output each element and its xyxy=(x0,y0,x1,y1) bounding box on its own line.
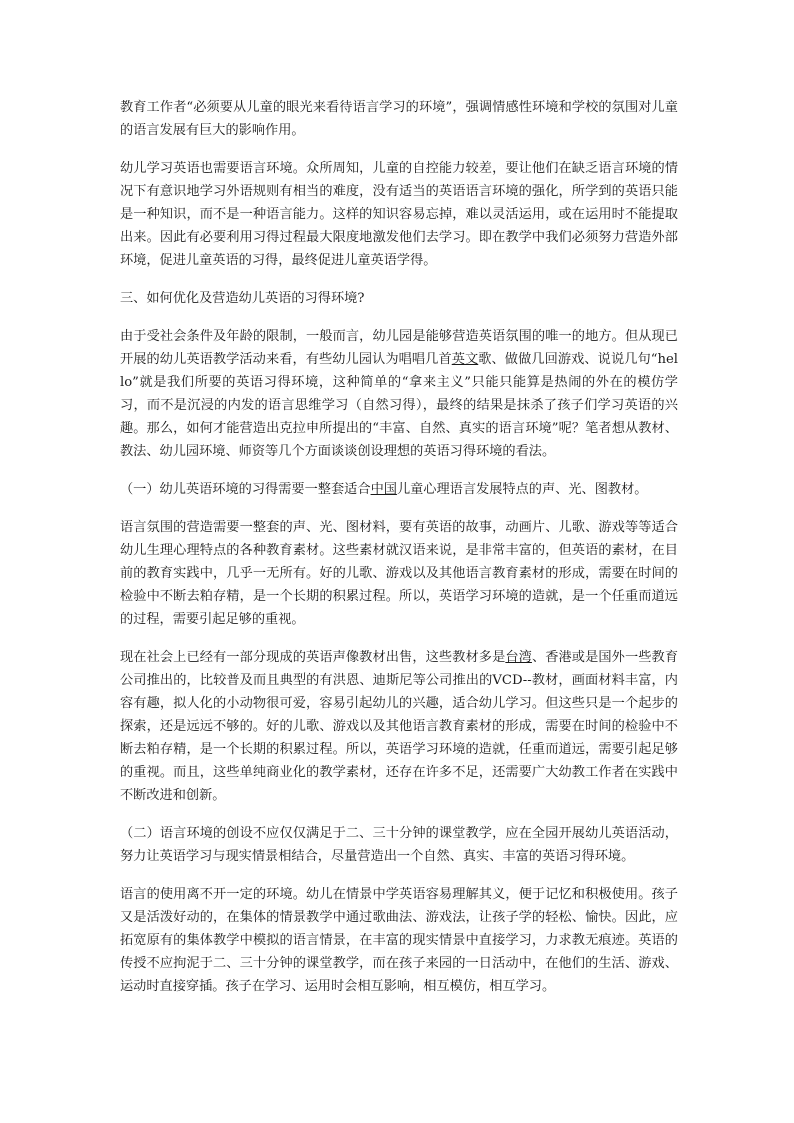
paragraph-9 xyxy=(120,883,678,998)
paragraph-text: 现在社会上已经有一部分现成的英语声像教材出售，这些教材多是 xyxy=(120,650,506,665)
paragraph-text: 由于受社会条件及年龄的限制，一般而言，幼儿园是能够营造英语氛围的唯一的地方。但从现已开展的幼儿英语教学活动来看，有些幼儿园认为唱唱几首 xyxy=(120,329,678,367)
paragraph-2 xyxy=(120,157,678,272)
paragraph-4 xyxy=(120,325,678,463)
subheading-2 xyxy=(120,822,678,868)
heading-text: 三、如何优化及营造幼儿英语的习得环境? xyxy=(120,291,365,306)
paragraph-1 xyxy=(120,96,678,142)
document-page xyxy=(120,96,678,1013)
paragraph-text: 教育工作者“必须要从儿童的眼光来看待语言学习的环境”，强调情感性环境和学校的氛围对儿童的语言发展有巨大的影响作用。 xyxy=(120,100,678,138)
heading-text: 儿童心理语言发展特点的声、光、图教材。 xyxy=(396,482,648,497)
paragraph-text: 语言的使用离不开一定的环境。幼儿在情景中学英语容易理解其义，便于记忆和积极使用。孩子又是活泼好动的，在集体的情景教学中通过歌曲法、游戏法，让孩子学的轻松、愉快。因此，应拓宽原有的集体教学中模拟的语言情景，在丰富的现实情景中直接学习，力求教无痕迹。英语的传授不应拘泥于二、三十分钟的课堂教学，而在孩子来园的一日活动中，在他们的生活、游戏、运动时直接穿插。孩子在学习、运用时会相互影响，相互模仿，相互学习。 xyxy=(120,887,678,994)
paragraph-text: 幼儿学习英语也需要语言环境。众所周知，儿童的自控能力较差，要让他们在缺乏语言环境的情况下有意识地学习外语规则有相当的难度，没有适当的英语语言环境的强化，所学到的英语只能是一种知识，而不是一种语言能力。这样的知识容易忘掉，难以灵活运用，或在运用时不能提取出来。因此有必要利用习得过程最大限度地激发他们去学习。即在教学中我们必须努力营造外部环境，促进儿童英语的习得，最终促进儿童英语学得。 xyxy=(120,161,678,268)
paragraph-text: 语言氛围的营造需要一整套的声、光、图材料，要有英语的故事，动画片、儿歌、游戏等等适合幼儿生理心理特点的各种教育素材。这些素材就汉语来说，是非常丰富的，但英语的素材，在目前的教育实践中，几乎一无所有。好的儿歌、游戏以及其他语言教育素材的形成，需要在时间的检验中不断去粕存精，是一个长期的积累过程。所以，英语学习环境的造就，是一个任重而道远的过程，需要引起足够的重视。 xyxy=(120,520,678,627)
paragraph-7 xyxy=(120,646,678,807)
paragraph-text: 、香港或是国外一些教育公司推出的，比较普及而且典型的有洪恩、迪斯尼等公司推出的VCD--教材，画面材料丰富，内容有趣，拟人化的小动物很可爱，容易引起幼儿的兴趣，适合幼儿学习。但这些只是一个起步的探索，还是远远不够的。好的儿歌、游戏以及其他语言教育素材的形成，需要在时间的检验中不断去粕存精，是一个长期的积累过程。所以，英语学习环境的造就，任重而道远，需要引起足够的重视。而且，这些单纯商业化的教学素材，还存在许多不足，还需要广大幼教工作者在实践中不断改进和创新。 xyxy=(120,650,679,803)
heading-text: （一）幼儿英语环境的习得需要一整套适合 xyxy=(120,482,371,497)
subheading-1 xyxy=(120,478,678,501)
section-heading-3 xyxy=(120,287,678,310)
link-taiwan[interactable]: 台湾 xyxy=(505,650,532,665)
link-english[interactable]: 英文 xyxy=(451,352,479,367)
paragraph-6 xyxy=(120,516,678,631)
paragraph-text: 歌、做做几回游戏、说说几句“hello”就是我们所要的英语习得环境，这种简单的“拿来主义”只能只能算是热闹的外在的模仿学习，而不是沉浸的内发的语言思维学习（自然习得），最终的结果是抹杀了孩子们学习英语的兴趣。那么，如何才能营造出克拉申所提出的“丰富、自然、真实的语言环境”呢？笔者想从教材、教法、幼儿园环境、师资等几个方面谈谈创设理想的英语习得环境的看法。 xyxy=(120,352,679,459)
link-china[interactable]: 中国 xyxy=(370,482,397,497)
heading-text: （二）语言环境的创设不应仅仅满足于二、三十分钟的课堂教学，应在全园开展幼儿英语活动，努力让英语学习与现实情景相结合，尽量营造出一个自然、真实、丰富的英语习得环境。 xyxy=(120,826,678,864)
